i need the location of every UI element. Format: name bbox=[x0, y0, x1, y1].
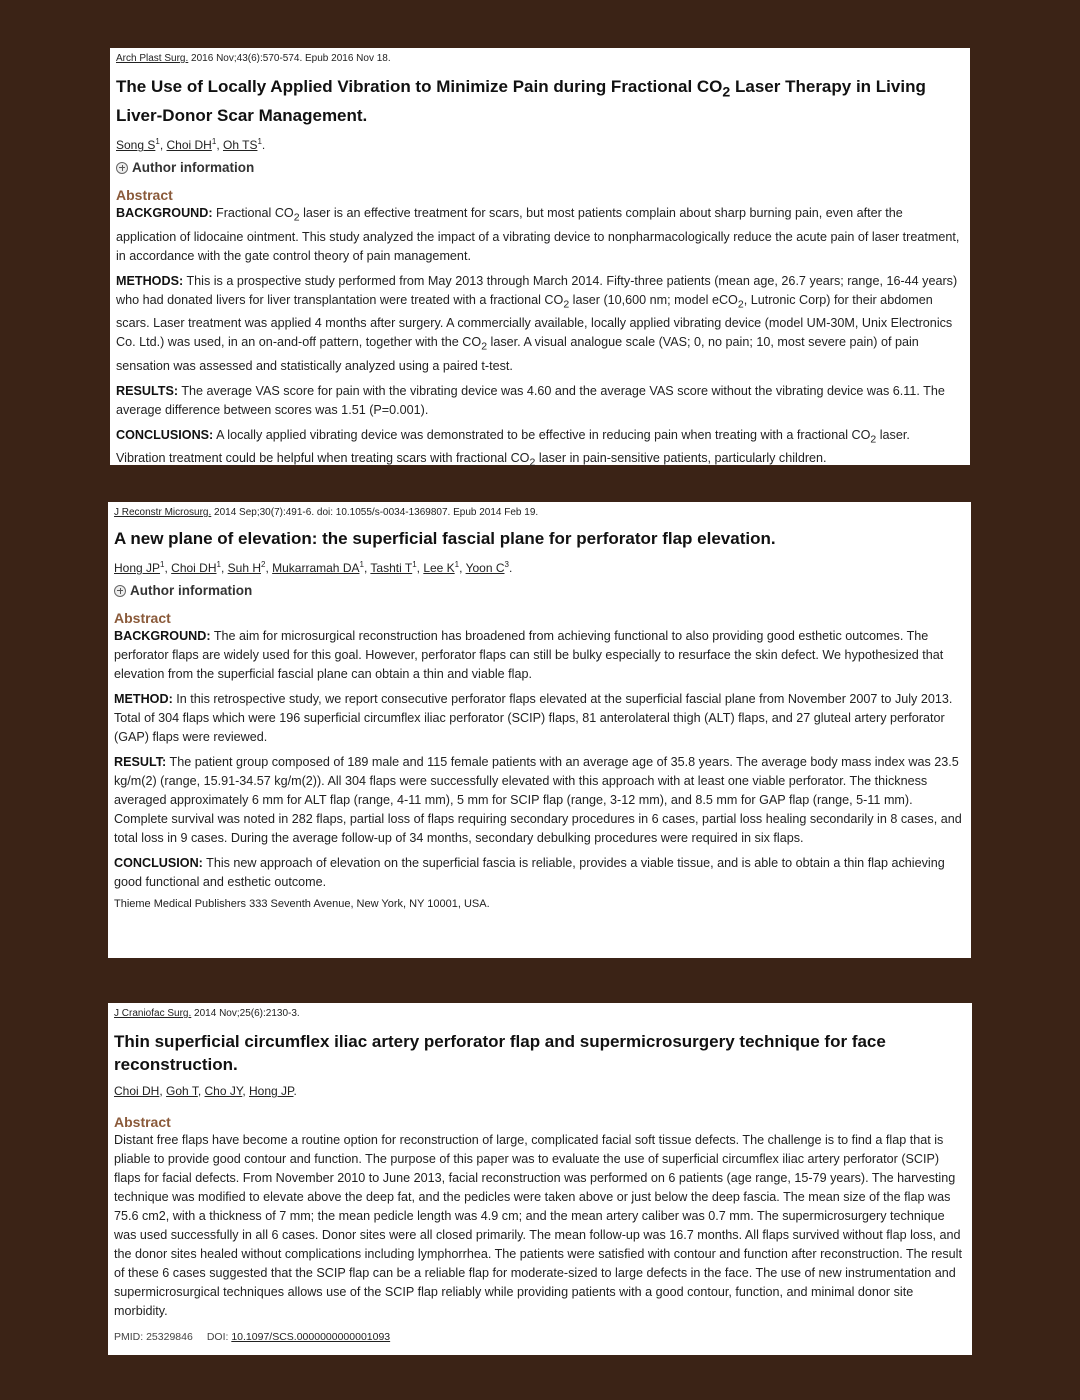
author-link[interactable]: Suh H bbox=[227, 561, 261, 575]
author-link[interactable]: Cho JY bbox=[204, 1084, 243, 1098]
affiliation-marker: 1 bbox=[160, 560, 165, 569]
citation: J Craniofac Surg. 2014 Nov;25(6):2130-3. bbox=[114, 1008, 300, 1019]
abstract-result: RESULT: The patient group composed of 189 male and 115 female patients with an average age of 35.8 years. The average body mass index was 23.5 kg/m(2) (range, 15.91-34.57 kg/m(2)). All 304 flaps were successfully elevated with this approach with at least one viable perforator. The thickness averaged approximately 6 mm for ALT flap (range, 4-11 mm), 5 mm for SCIP flap (range, 3-12 mm), and 8.5 mm for GAP flap (range, 5-11 mm). Complete survival was noted in 282 flaps, partial loss of flaps requiring secondary procedures in 6 cases, partial loss healing secondarily in 8 cases, and total loss in 9 cases. During the average follow-up of 34 months, secondary debulking procedures were required in six flaps. bbox=[114, 755, 962, 845]
journal-link[interactable]: Arch Plast Surg. bbox=[116, 53, 189, 64]
author-link[interactable]: Choi DH bbox=[114, 1084, 160, 1098]
article-title: Thin superficial circumflex iliac artery perforator flap and supermicrosurgery technique for face reconstruction. bbox=[114, 1032, 886, 1074]
author-information-toggle[interactable]: Author information bbox=[116, 160, 962, 175]
author-link[interactable]: Goh T bbox=[166, 1084, 198, 1098]
author-link[interactable]: Tashti T bbox=[370, 561, 413, 575]
article-card-2 bbox=[108, 502, 971, 958]
affiliation-marker: 1 bbox=[155, 137, 160, 147]
abstract-heading: Abstract bbox=[114, 1114, 171, 1130]
doi-link[interactable]: 10.1097/SCS.0000000000001093 bbox=[231, 1331, 391, 1343]
author-link[interactable]: Hong JP bbox=[249, 1084, 294, 1098]
author-link[interactable]: Song S bbox=[116, 138, 156, 153]
pmid: PMID: 25329846 bbox=[114, 1331, 193, 1343]
affiliation-marker: 1 bbox=[359, 560, 364, 569]
affiliation-marker: 1 bbox=[211, 137, 217, 147]
author-list: Choi DH, Goh T, Cho JY, Hong JP. bbox=[114, 1084, 297, 1098]
citation: Arch Plast Surg. 2016 Nov;43(6):570-574. Epub 2016 Nov 18. bbox=[116, 53, 391, 64]
author-link[interactable]: Hong JP bbox=[114, 561, 161, 575]
abstract-heading: Abstract bbox=[116, 187, 173, 204]
affiliation-marker: 1 bbox=[216, 560, 221, 569]
publisher-note: Thieme Medical Publishers 333 Seventh Avenue, New York, NY 10001, USA. bbox=[114, 898, 490, 910]
article-card-3 bbox=[108, 1003, 972, 1355]
author-link[interactable]: Yoon C bbox=[465, 561, 505, 575]
abstract-text: Distant free flaps have become a routine option for reconstruction of large, complicated facial soft tissue defects. The challenge is to find a flap that is pliable to provide good contour and function. The purpose of this paper was to evaluate the use of superficial circumflex iliac artery perforator (SCIP) flaps for facial defects. From November 2010 to June 2013, facial reconstruction was performed on 6 patients (age range, 15-79 years). The harvesting technique was modified to elevate above the deep fat, and the pedicles were taken above or just below the deep fascia. The mean size of the flap was 75.6 cm2, with a thickness of 7 mm; the mean pedicle length was 4.9 cm; and the mean artery caliber was 0.7 mm. The supermicrosurgery technique was used successfully in all 6 cases. Donor sites were all closed primarily. The mean follow-up was 16.7 months. All flaps survived without flap loss, and the donor sites healed without complications including lymphorrhea. The patients were satisfied with contour and function after reconstruction. The result of these 6 cases suggested that the SCIP flap can be a reliable flap for moderate-sized to large defects in the face. The use of new instrumentation and supermicrosurgical techniques allows use of the SCIP flap reliably while providing patients with a good contour, function, and minimal donor site morbidity. bbox=[114, 1133, 962, 1318]
journal-link[interactable]: J Craniofac Surg. bbox=[114, 1008, 192, 1019]
abstract-method: METHOD: In this retrospective study, we report consecutive perforator flaps elevated at the superficial fascial plane from November 2007 to July 2013. Total of 304 flaps which were 196 superficial circumflex iliac perforator (SCIP) flaps, 81 anterolateral thigh (ALT) flaps, and 27 gluteal artery perforator (GAP) flaps were reviewed. bbox=[114, 692, 953, 744]
abstract-background: BACKGROUND: Fractional $CO_2$ laser is an effective treatment for scars, but most patients complain about sharp burning pain, even after the application of lidocaine ointment. This study analyzed the impact of a vibrating device to nonpharmacologically reduce the acute pain of laser treatment, in accordance with the gate control theory of pain management. bbox=[116, 206, 960, 263]
article-title: A new plane of elevation: the superficial fascial plane for perforator flap elevation. bbox=[114, 529, 776, 548]
author-link[interactable]: Choi DH bbox=[171, 561, 217, 575]
author-information-toggle[interactable]: Author information bbox=[114, 583, 963, 598]
affiliation-marker: 1 bbox=[412, 560, 417, 569]
expand-plus-icon bbox=[114, 585, 126, 597]
abstract-conclusion: CONCLUSION: This new approach of elevation on the superficial fascia is reliable, provides a viable tissue, and is able to obtain a thin flap achieving good functional and esthetic outcome. bbox=[114, 856, 945, 889]
affiliation-marker: 1 bbox=[454, 560, 460, 569]
doi-label: DOI: bbox=[206, 1331, 232, 1343]
affiliation-marker: 2 bbox=[261, 560, 266, 569]
citation: J Reconstr Microsurg. 2014 Sep;30(7):491-6. doi: 10.1055/s-0034-1369807. Epub 2014 Feb 19. bbox=[114, 507, 539, 518]
expand-plus-icon bbox=[116, 162, 128, 174]
abstract-heading: Abstract bbox=[114, 610, 171, 626]
abstract-results: RESULTS: The average VAS score for pain with the vibrating device was 4.60 and the average VAS score without the vibrating device was 6.11. The average difference between scores was 1.51 (P=0.001). bbox=[116, 383, 945, 417]
author-list: Hong $JP^1$, Choi $DH^1$, Suh $H^2$, Mukarramah $DA^1$, Tashti $T^1$, Lee $K^1$, Yoon $C^3$. bbox=[114, 560, 513, 575]
affiliation-marker: 3 bbox=[504, 560, 509, 569]
author-link[interactable]: Oh TS bbox=[222, 138, 258, 153]
abstract-conclusions: CONCLUSIONS: A locally applied vibrating device was demonstrated to be effective in reducing pain when treating with a fractional $CO_2$ laser. Vibration treatment could be helpful when treating scars with fractional $CO_2$ laser in pain-sensitive patients, particularly children. bbox=[116, 427, 910, 469]
abstract-methods: METHODS: This is a prospective study performed from May 2013 through March 2014. Fifty-three patients (mean age, 26.7 years; range, 16-44 years) who had donated livers for liver transplantation were treated with a fractional $CO_2$ laser (10,600 nm; model eCO$_2$, Lutronic Corp) for their abdomen scars. Laser treatment was applied 4 months after surgery. A commercially available, locally applied vibrating device (model UM-30M, Unix Electronics Co. Ltd.) was used, in an on-and-off pattern, together with the $CO_2$ laser. A visual analogue scale (VAS; 0, no pain; 10, most severe pain) of pain sensation was assessed and statistically analyzed using a paired t-test. bbox=[116, 273, 958, 373]
affiliation-marker: 1 bbox=[257, 137, 262, 147]
author-link[interactable]: Mukarramah DA bbox=[272, 561, 360, 575]
author-list: Song $S^1$, Choi $DH^1$, Oh $TS^1$. bbox=[116, 137, 266, 153]
journal-link[interactable]: J Reconstr Microsurg. bbox=[114, 507, 212, 518]
article-title: The Use of Locally Applied Vibration to Minimize Pain during Fractional $CO_2$ Laser Therapy in Living Liver-Donor Scar Management. bbox=[116, 77, 926, 126]
author-link[interactable]: Lee K bbox=[423, 561, 455, 575]
abstract-background: BACKGROUND: The aim for microsurgical reconstruction has broadened from achieving functional to also providing good esthetic outcomes. The perforator flaps are widely used for this goal. However, perforator flaps can still be bulky especially to resurface the skin defect. We hypothesized that elevation from the superficial fascial plane can obtain a thin and viable flap. bbox=[114, 629, 944, 681]
author-link[interactable]: Choi DH bbox=[166, 138, 212, 153]
identifiers bbox=[114, 1331, 964, 1343]
article-card-1 bbox=[110, 48, 970, 469]
